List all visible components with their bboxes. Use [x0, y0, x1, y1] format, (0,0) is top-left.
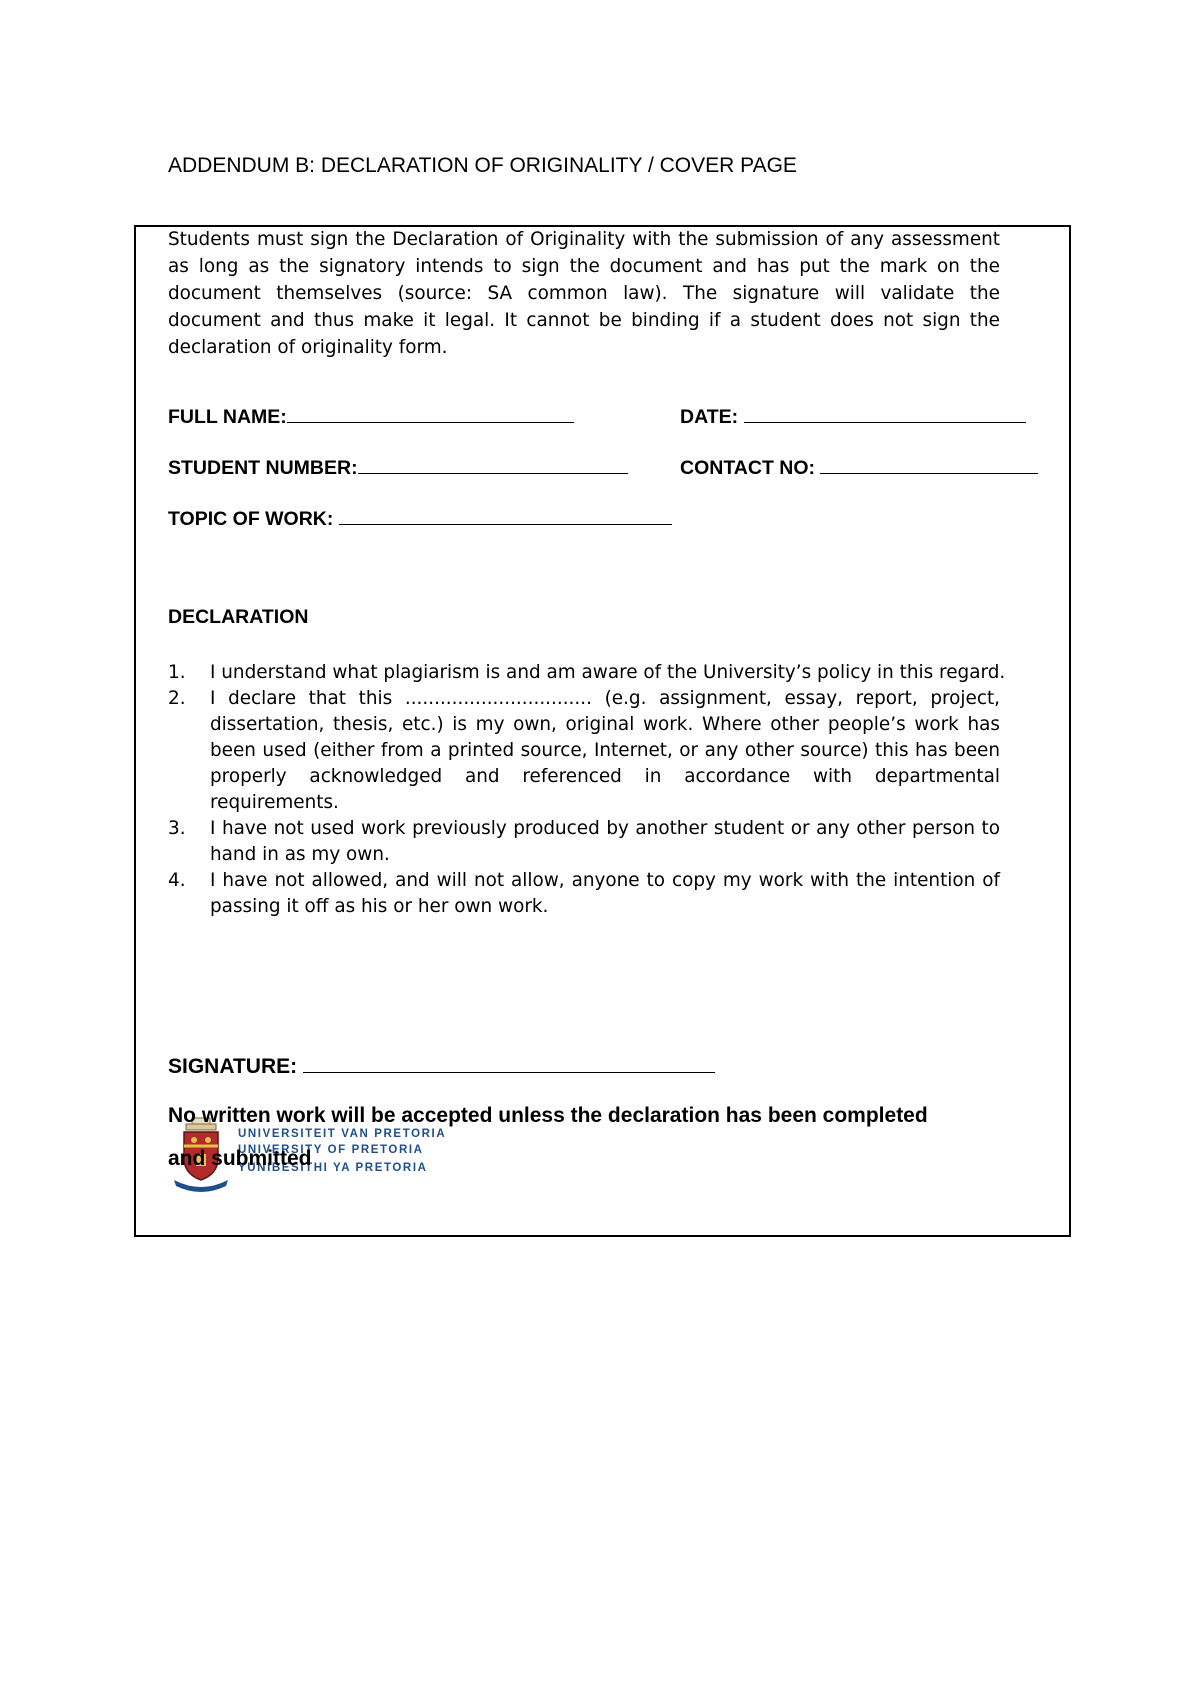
- list-item: [168, 686, 1000, 816]
- date-line[interactable]: [744, 404, 1026, 423]
- logo-line-3: YUNIBESITHI YA PRETORIA: [238, 1162, 428, 1174]
- submission-notice: No written work will be accepted unless the declaration has been completed and submitted: [168, 1104, 928, 1170]
- student-number-line[interactable]: [358, 455, 628, 474]
- list-item-number: 4.: [168, 870, 186, 891]
- topic-label: TOPIC OF WORK:: [168, 508, 334, 530]
- student-number-field[interactable]: [168, 455, 628, 480]
- student-number-label: STUDENT NUMBER:: [168, 457, 358, 479]
- contact-no-field[interactable]: [680, 455, 1038, 480]
- contact-no-label: CONTACT NO:: [680, 457, 816, 479]
- list-item-text: I understand what plagiarism is and am aware of the University’s policy in this regard.: [210, 662, 1006, 683]
- list-item-number: 2.: [168, 688, 186, 709]
- logo-line-1: UNIVERSITEIT VAN PRETORIA: [238, 1128, 447, 1140]
- logo-line-2: UNIVERSITY OF PRETORIA: [238, 1144, 424, 1156]
- full-name-line[interactable]: [287, 404, 574, 423]
- list-item-number: 1.: [168, 662, 186, 683]
- signature-field[interactable]: [168, 1054, 715, 1079]
- contact-no-line[interactable]: [820, 455, 1038, 474]
- intro-paragraph: Students must sign the Declaration of Originality with the submission of any assessment as long as the signatory intends to sign the document and has put the mark on the document themselves (source: SA common law). The signature will validate the document and thus make it legal. It cannot be binding if a student does not sign the declaration of originality form.: [168, 229, 1000, 358]
- list-item-text: I have not used work previously produced by another student or any other person to hand in as my own.: [210, 818, 1000, 865]
- list-item: [168, 816, 1000, 868]
- list-item-number: 3.: [168, 818, 186, 839]
- full-name-field[interactable]: [168, 404, 574, 429]
- topic-field[interactable]: [168, 506, 672, 531]
- list-item: [168, 660, 1060, 686]
- list-item: [168, 868, 1000, 920]
- date-field[interactable]: [680, 404, 1026, 429]
- signature-line[interactable]: [303, 1054, 715, 1073]
- page-title: ADDENDUM B: DECLARATION OF ORIGINALITY / COVER PAGE: [168, 154, 797, 177]
- signature-label: SIGNATURE:: [168, 1055, 298, 1078]
- declaration-heading: DECLARATION: [168, 606, 309, 628]
- date-label: DATE:: [680, 406, 739, 428]
- topic-line[interactable]: [339, 506, 672, 525]
- full-name-label: FULL NAME:: [168, 406, 287, 428]
- list-item-text: I declare that this ................................ (e.g. assignment, essay, report, project, dissertation, thesis, etc.) is my own, original work. Where other people’s work has been used (either from a printed source, Internet, or any other source) this has been properly acknowledged and referenced in accordance with departmental requirements.: [210, 688, 1000, 813]
- list-item-text: I have not allowed, and will not allow, anyone to copy my work with the intention of passing it off as his or her own work.: [210, 870, 1000, 917]
- declaration-list: [168, 660, 1060, 920]
